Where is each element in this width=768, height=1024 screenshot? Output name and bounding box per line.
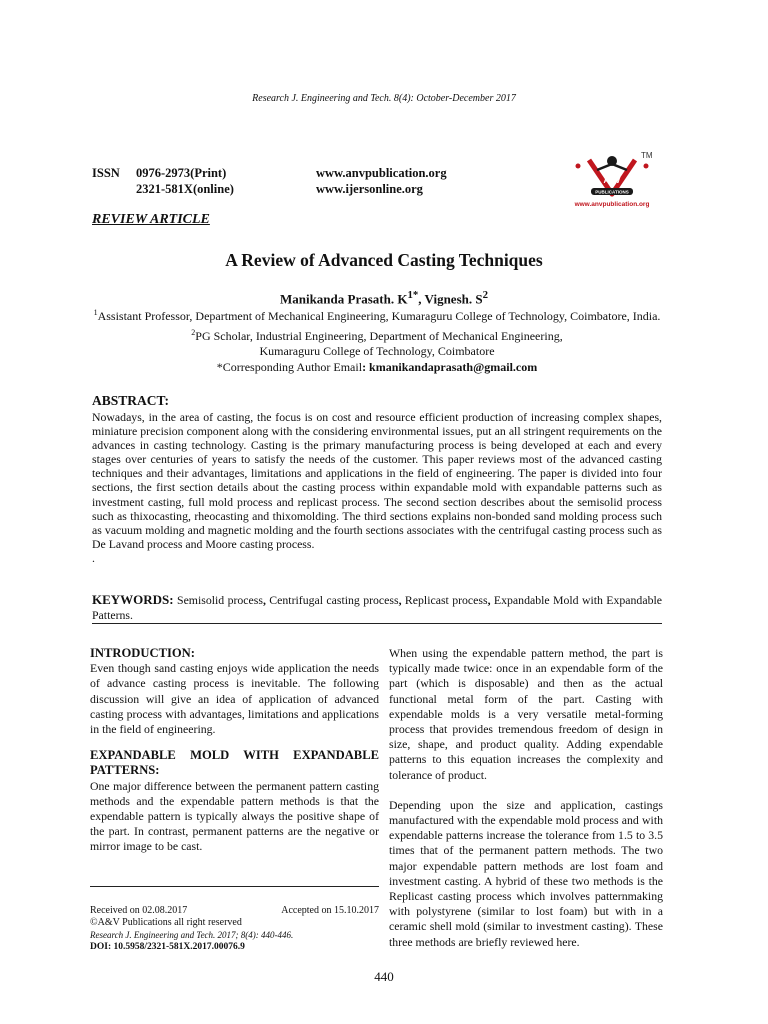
keywords-divider xyxy=(92,623,662,624)
intro-body: Even though sand casting enjoys wide application the needs of advance casting process is inevitable. The following discussion will give an idea of application of advanced casting process with advantages, limitations and applications in the field of engineering. xyxy=(90,661,379,737)
logo-sub: PUBLICATIONS xyxy=(595,189,629,195)
affiliations xyxy=(92,305,662,375)
abstract-heading: ABSTRACT: xyxy=(92,393,170,408)
affiliation-1: $^1$Assistant Professor, Department of Mechanical Engineering, Kumaraguru College of Technology, Coimbatore, India. xyxy=(93,308,661,323)
issn-block xyxy=(92,165,234,197)
right-column xyxy=(389,646,663,950)
left-column xyxy=(90,646,379,855)
copyright: ©A&V Publications all right reserved xyxy=(90,917,242,928)
issn-print: 0976-2973(Print) xyxy=(136,166,227,180)
abstract-body: Nowadays, in the area of casting, the focus is on cost and resource efficient production of increasing complex shapes, miniature precision component along with the considering environmental issues, put an all stringent requirements on the advances in casting technology. Casting is the primary manufacturing process is being developed at each and every stages over centuries of years to satisfy the needs of the customer. This paper reviews most of the advanced casting techniques and their advantages, limitations and applications in the field of engineering. The paper is divided into four sections, the first section details about the casting process within expandable mold with expandable patterns such as investment casting, full mold process and replicast process. The second section describes about the semisolid process such as thixocasting, rheocasting and thixomolding. The third sections explains non-bonded sand molding process such as vacuum molding and magnetic molding and the fourth sections associates with the centrifugal casting process such as De Lavand process and Moore casting process. . xyxy=(92,410,662,565)
affiliation-2a: $^2$PG Scholar, Industrial Engineering, Department of Mechanical Engineering, xyxy=(191,327,563,343)
citation: Research J. Engineering and Tech. 2017; 8(4): 440-446. xyxy=(90,930,294,940)
expandable-body: One major difference between the permanent pattern casting methods and the expendable pattern methods is that the expendable pattern is typically always the positive shape of the part. In contrast, permanent patterns are the negative or mirror image to be cast. xyxy=(90,778,379,854)
logo-tm: TM xyxy=(641,151,653,160)
abstract-dot: . xyxy=(92,550,95,565)
article-type: REVIEW ARTICLE xyxy=(92,212,210,227)
footnote xyxy=(90,905,379,953)
expandable-heading: EXPANDABLE MOLD WITH EXPANDABLE PATTERNS: xyxy=(90,748,379,778)
keywords-heading: KEYWORDS: xyxy=(92,592,174,607)
right-paragraph-1: When using the expendable pattern method, the part is typically made twice: once in an expendable form of the part (which is disposable) and then as the actual functional metal form of the part. Casting with expendable molds is a very versatile metal-forming process that provides tremendous freedom of design in size, shape, and product quality. Adding expendable patterns to this equation increases the complexity and tolerance of product. xyxy=(389,646,663,782)
journal-reference: Research J. Engineering and Tech. 8(4): October-December 2017 xyxy=(252,93,516,104)
author-2-sup: 2 xyxy=(482,289,489,301)
author-1: Manikanda Prasath. K xyxy=(279,291,408,307)
issn-online: 2321-581X(online) xyxy=(136,182,234,196)
right-paragraph-2: Depending upon the size and application, castings manufactured with the expendable mold process and with expendable patterns increase the tolerance from 1.5 to 3.5 times that of the permanent pattern methods. The two major expendable pattern methods are lost foam and investment casting. A hybrid of these two methods is the Replicast casting process which involves patternmaking with polystyrene (similar to lost foam) but with in a ceramic shell mold (similar to investment casting). These three methods are briefly reviewed here. xyxy=(389,797,663,949)
author-1-sup: 1* xyxy=(407,289,419,301)
doi[interactable]: DOI: 10.5958/2321-581X.2017.00076.9 xyxy=(90,942,245,952)
article-title: A Review of Advanced Casting Techniques xyxy=(225,250,543,270)
affiliation-2b: Kumaraguru College of Technology, Coimbatore xyxy=(259,344,495,358)
accepted-date: Accepted on 15.10.2017 xyxy=(281,905,379,916)
footnote-divider xyxy=(90,886,379,887)
logo-url: www.anvpublication.org xyxy=(574,201,650,208)
issn-label: ISSN xyxy=(92,166,120,180)
author-2: , Vignesh. S xyxy=(418,291,483,307)
corresponding-author: *Corresponding Author Email: kmanikandaprasath@gmail.com xyxy=(216,359,538,374)
url-anvpublication[interactable]: www.anvpublication.org xyxy=(316,166,447,180)
page-number: 440 xyxy=(374,969,394,984)
url-ijersonline[interactable]: www.ijersonline.org xyxy=(316,182,423,196)
received-date: Received on 02.08.2017 xyxy=(90,905,188,916)
keywords: KEYWORDS: Semisolid process, Centrifugal casting process, Replicast process, Expandable Mold with Expandable Patterns. xyxy=(92,592,662,622)
logo-text: A&V xyxy=(603,176,621,185)
intro-heading: INTRODUCTION: xyxy=(90,646,195,660)
corresponding-email[interactable]: : kmanikandaprasath@gmail.com xyxy=(362,359,538,374)
journal-urls xyxy=(316,165,447,197)
publisher-logo xyxy=(567,148,657,210)
